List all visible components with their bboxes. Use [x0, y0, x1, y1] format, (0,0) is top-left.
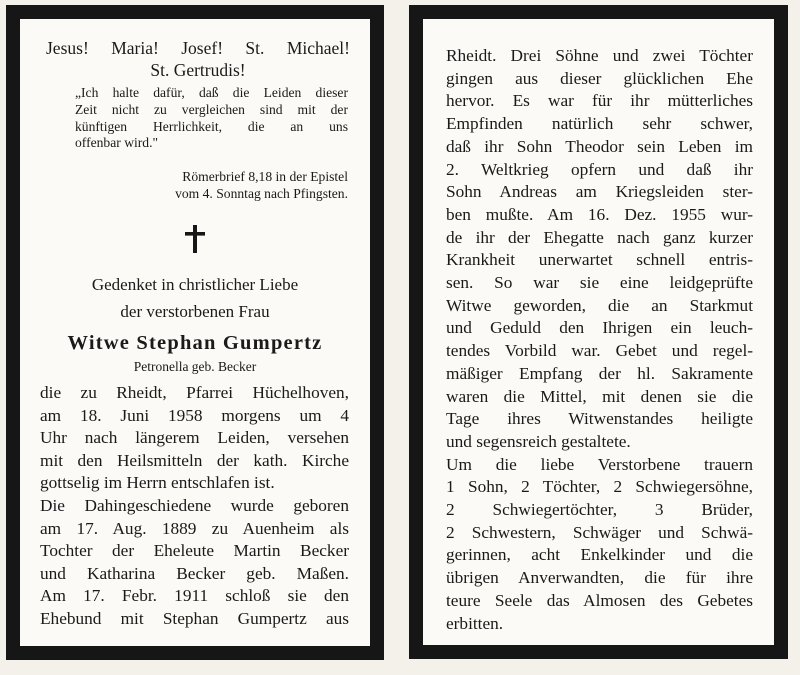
commemoration-line: Gedenket in christlicher Liebe: [91, 275, 299, 294]
bio-line: Die Dahingeschiedene wurde geboren: [40, 495, 349, 515]
text-line: Rheidt. Drei Söhne und zwei Töchter: [446, 46, 753, 65]
text-line: 2. Weltkrieg opfern und daß ihr: [446, 159, 753, 179]
bio-line: Uhr nach längerem Leiden, versehen: [40, 428, 349, 448]
text-line: Sohn Andreas am Kriegsleiden ster-: [446, 182, 753, 202]
commemoration-text: [20, 271, 370, 325]
text-line: de ihr der Ehegatte nach ganz kurzer: [446, 227, 753, 247]
text-line: sen. So war sie eine leidgeprüfte: [446, 273, 753, 293]
text-line: Tage ihres Witwenstandes heiligte: [446, 409, 753, 429]
text-line: ben mußte. Am 16. Dez. 1955 wur-: [446, 204, 753, 224]
text-line: 2 Schwiegertöchter, 3 Brüder,: [446, 500, 753, 520]
card-left-content: [20, 19, 370, 646]
bio-line: und Katharina Becker geb. Maßen.: [40, 563, 349, 583]
bio-line: Am 17. Febr. 1911 schloß sie den: [40, 586, 349, 606]
citation-line: Römerbrief 8,18 in der Epistel: [182, 169, 348, 184]
bible-quote: [75, 85, 348, 152]
text-line: daß ihr Sohn Theodor sein Leben im: [446, 136, 753, 156]
text-line: tendes Vorbild war. Gebet und regel-: [446, 341, 753, 361]
text-line: gingen aus dieser glücklichen Ehe: [446, 68, 753, 88]
text-line: teure Seele das Almosen des Gebetes: [446, 590, 753, 610]
bio-line: am 17. Aug. 1889 zu Auenheim als: [40, 518, 349, 538]
bio-line: mit den Heilsmitteln der kath. Kirche: [40, 450, 349, 470]
bio-line: Tochter der Eheleute Martin Becker: [40, 541, 349, 561]
memorial-card-right: [409, 5, 788, 659]
commemoration-line: der verstorbenen Frau: [120, 302, 270, 321]
text-line: Krankheit unerwartet schnell entris-: [446, 250, 753, 270]
text-line: 2 Schwestern, Schwäger und Schwä-: [446, 522, 753, 542]
text-line: Um die liebe Verstorbene trauern: [446, 454, 753, 474]
cross-icon: [20, 225, 370, 253]
quote-line: künftigen Herrlichkeit, die an uns: [75, 118, 348, 134]
quote-line: Zeit nicht zu vergleichen sind mit der: [75, 101, 348, 117]
bio-line: am 18. Juni 1958 morgens um 4: [40, 405, 349, 425]
continuation-text: [446, 45, 753, 635]
invocation-line: St. Gertrudis!: [150, 60, 246, 80]
text-line: übrigen Anverwandten, die für ihre: [446, 568, 753, 588]
text-line: gerinnen, acht Enkelkinder und die: [446, 545, 753, 565]
text-line: 1 Sohn, 2 Töchter, 2 Schwiegersöhne,: [446, 477, 753, 497]
invocation-line: Jesus! Maria! Josef! St. Michael!: [46, 38, 350, 58]
invocation: [46, 37, 350, 81]
quote-line: offenbar wird.": [75, 135, 159, 151]
text-line: waren die Mittel, mit denen sie die: [446, 386, 753, 406]
maiden-name: Petronella geb. Becker: [133, 359, 257, 374]
text-line: Empfinden natürlich sehr schwer,: [446, 114, 753, 134]
bio-line: gottselig im Herrn entschlafen ist.: [40, 473, 275, 493]
text-line: und Geduld den Ihrigen ein leuch-: [446, 318, 753, 338]
text-line: Witwe geworden, die an Starkmut: [446, 295, 753, 315]
bio-line: Ehebund mit Stephan Gumpertz aus: [40, 608, 349, 628]
biography-text: [40, 382, 349, 631]
quote-citation: [130, 169, 348, 203]
citation-line: vom 4. Sonntag nach Pfingsten.: [175, 185, 348, 201]
memorial-card-left: [6, 5, 384, 660]
text-line: erbitten.: [446, 613, 504, 633]
quote-line: „Ich halte dafür, daß die Leiden dieser: [75, 85, 348, 100]
text-line: mäßiger Empfang der hl. Sakramente: [446, 363, 753, 383]
deceased-name: Witwe Stephan Gumpertz: [67, 332, 323, 354]
card-right-content: [423, 19, 774, 645]
bio-line: die zu Rheidt, Pfarrei Hüchelhoven,: [40, 383, 349, 402]
text-line: hervor. Es war für ihr mütterliches: [446, 91, 753, 111]
text-line: und segensreich gestaltete.: [446, 431, 631, 451]
